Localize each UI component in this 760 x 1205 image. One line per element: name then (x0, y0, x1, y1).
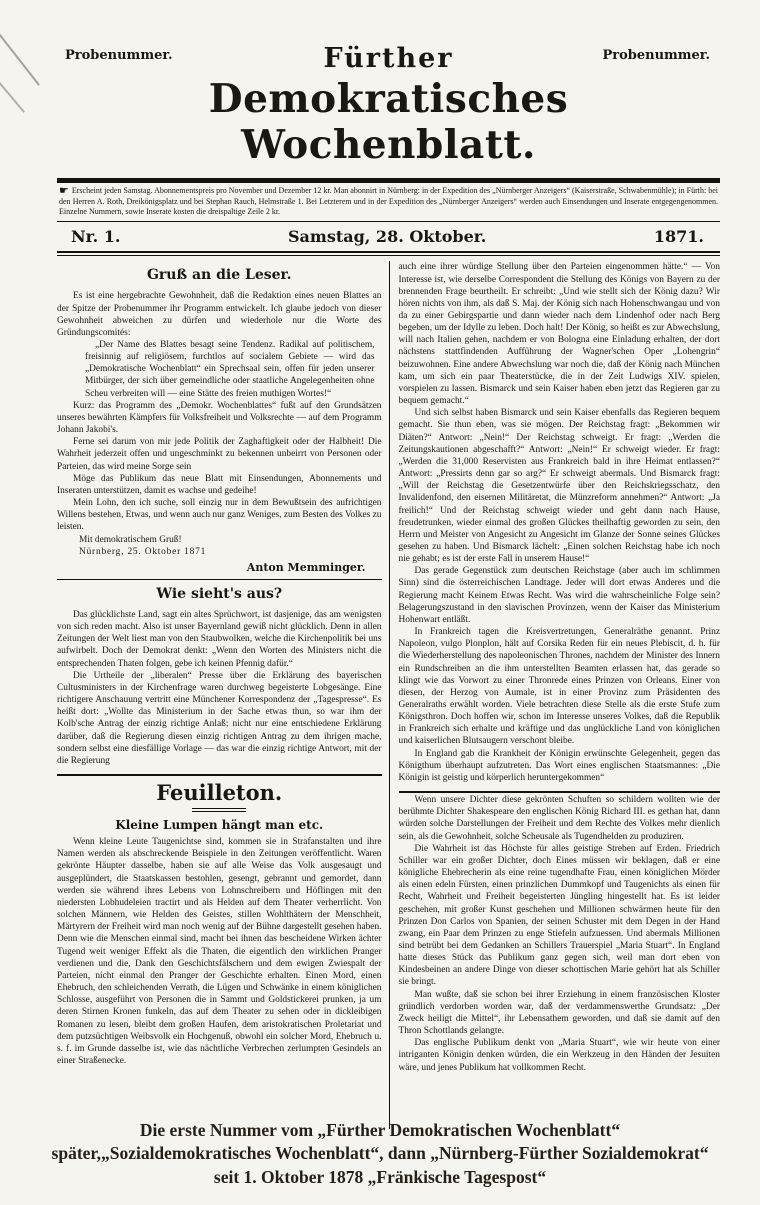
paragraph: In Frankreich tagen die Kreisvertretungen, Generalräthe genannt. Prinz Napoleon, vulgo Plonplon, hält auf Corsika Reden für ein neues Plebiscit, d. h. für die Wiederherstellung des napoleonischen Thrones, nachdem der Minister des Innern ein Rundschreiben an die ihm unterstellten Beamten erlassen hat, das gerade so klingt wie das Vorwort zu einer Thronrede eines Prinzen von Orleans. Einer von diesen, der Herzog von Aumale, ist in einer Provinz zum Präsidenten des Generalraths erwählt worden. Viele betrachten diese Stelle als die erste Stufe zum Königsthron. Doch hoffen wir, schon im Interesse unseres Volkes, daß die Republik in Frankreich sich erhalte und kräftige und das unglückliche Land von königlichen und kaiserlichen Blutsaugern verschont bleibe. (398, 627, 720, 747)
dateline (57, 222, 720, 251)
left-column (57, 261, 389, 1129)
feuilleton-section-rule (57, 774, 382, 776)
caption (0, 1119, 760, 1190)
closing-line: Mit demokratischem Gruß! (79, 534, 182, 545)
paragraph: auch eine ihrer würdige Stellung über den Parteien eingenommen hätte.“ — Von Interesse ist, wie derselbe Correspondent die Stellung des Königs von Bayern zu der brennenden Frage beurtheilt. Er schreibt: „Und wie stellt sich der König dazu? Wir hören nichts von ihm, als daß S. Maj. der König sich nach Hohenschwangau und von da zu einer Gebirgspartie und dann wieder nach dem Lindenhof oder nach Berg begeben, um der Idylle zu leben. Doch halt! Der König, so heißt es zur Abwechslung, will nach Italien gehen, nachdem er von Bologna eine Einladung erhalten, der dort nächstens stattfindenden Aufführung der Wagner'schen Oper „Lohengrin“ beizuwohnen. Eine andere Abwechslung war noch die, daß der König nach München kam, um sich ein paar Theaterstücke, die in der Zeit Ludwigs XIV. spielen, vorspielen zu lassen. Bismarck und sein Kaiser haben eben jetzt das Regieren gar zu bequem gemacht.“ (398, 262, 720, 407)
article-divider (57, 579, 382, 580)
article-title-wie-siehts: Wie sieht's aus? (156, 585, 283, 602)
caption-line-3: seit 1. Oktober 1878 „Fränkische Tagespost“ (213, 1166, 547, 1187)
issue-year: 1871. (653, 226, 704, 246)
paragraph: Das glücklichste Land, sagt ein altes Sprüchwort, ist dasjenige, das am wenigsten von sich reden macht. Also ist unser Bayernland gewiß nicht glücklich. Denn in allen Zeitungen der Welt liest man von den Staubwolken, welche die Kirchenpolitik bei uns aufwirbelt. Doch der Demokrat denkt: „Wenn den Worten des Ministers nicht die entsprechenden Thaten folgen, gebe ich keinen Pfennig dafür.“ (57, 609, 382, 669)
paragraph: In England gab die Krankheit der Königin erwünschte Gelegenheit, gegen das Königthum überhaupt aufzutreten. Das Wort eines englischen Staatsmannes: „Die Königin ist geistig und körperlich heruntergekommen“ (398, 748, 720, 783)
probenummer-right: Probenummer. (602, 48, 710, 63)
masthead-title-top: Fürther (323, 43, 454, 74)
caption-line-1: Die erste Nummer vom „Fürther Demokratischen Wochenblatt“ (139, 1119, 621, 1140)
manicule-icon: ☛ (59, 185, 69, 197)
column-area (57, 261, 720, 1129)
paragraph: Die Wahrheit ist das Höchste für alles geistige Streben auf Erden. Friedrich Schiller war ein großer Dichter, doch Eines müssen wir beklagen, daß er eine königliche Ehebrecherin als eine reine tugendhafte Frau, einen königlichen Mörder als einen edeln Fürsten, einen prinzlichen Dummkopf und Taugenichts als einen für Recht, Wahrheit und Freiheit begeisterten Jüngling hingestellt hat. Es ist leider geschehen, mit großer Kunst geschehen und Millionen schwärmen heute für den Prinzen Don Carlos von Spanien, der seinen Schuster mit dem Degen in der Hand zwang, ein Paar dem Prinzen zu enge Stiefeln aufzuessen. Und abermals Millionen sind betrübt bei dem Gedanken an Schillers Trauerspiel „Maria Stuart“. In England hatte dieses Stück das Publikum ganz gegen sich, weil man dort eben von Kindesbeinen an andere Dinge von dieser schottischen Marie gehört hat als Schiller sie bringt. (398, 843, 720, 988)
quote-paragraph: „Der Name des Blattes besagt seine Tendenz. Radikal auf politischem, freisinnig auf religiösem, furchtlos auf socialem Gebiete — wird das „Demokratische Wochenblatt“ ein Sprechsaal sein, offen für jeden unserer Mitbürger, der sich über gemeindliche oder staatliche Angelegenheiten ohne Scheu verbreiten will — eine Stätte des freien muthigen Wortes!“ (85, 340, 375, 399)
dateline-rule (57, 251, 720, 257)
issue-date: Samstag, 28. Oktober. (287, 226, 487, 246)
paragraph: Die Urtheile der „liberalen“ Presse über die Erklärung des bayerischen Cultusministers in der Kirchenfrage waren durchweg begeisterte Lobgesänge. Eine richtigere Anschauung vertritt eine Münchener Korrespondenz der „Tagespresse“. Es heißt dort: „Wollte das Ministerium in der Sache etwas thun, so war ihm der Kolb'sche Antrag der einzig richtige Anlaß; nicht nur eine entschiedene Erklärung darüber, daß die Regierung diesen einzig richtigen Antrag zu dem ihrigen mache, sondern selbst eine diesfällige Vorlage — das war die einzig richtige Antwort, mit der die Regierung (57, 670, 382, 766)
paragraph: Mein Lohn, den ich suche, soll einzig nur in dem Bewußtsein des aufrichtigen Willens bestehen, Etwas, und wenn auch nur ganz Weniges, zum Besten des Volkes zu leisten. (57, 498, 382, 533)
masthead-title-main: Demokratisches Wochenblatt. (208, 76, 569, 168)
imprint-block (57, 183, 720, 222)
article-title-gruss: Gruß an die Leser. (146, 267, 292, 284)
paragraph: Das englische Publikum denkt von „Maria Stuart“, wie wir heute von einer intriganten Königin denken würden, die ein Werkzeug in den Händen der Jesuiten wäre, und jenes Publikum hat vollkommen Recht. (398, 1038, 720, 1073)
paragraph: Möge das Publikum das neue Blatt mit Einsendungen, Abonnements und Inseraten unterstützen, damit es wachse und gedeihe! (57, 473, 382, 496)
paragraph: Und sich selbst haben Bismarck und sein Kaiser ebenfalls das Regieren bequem gemacht. Sie thun eben, was sie mögen. Der Reichstag fragt: „Bekommen wir Diäten?“ Antwort: „Nein!“ Der Reichstag schweigt. Er fragt: „Werden die Zeitungskautionen abgeschafft?“ Antwort: „Nein!“ Er schweigt wieder. Er fragt: „Werden die 31,000 Reservisten aus Frankreich bald in ihre Heimat entlassen?“ Antwort: „Pressirts denn gar so arg?“ Er schweigt abermals. Und Bismarck fragt: „Will der Reichstag die Gesetzentwürfe über den Reichskriegsschatz, den Invalidenfond, den eisernen Militäretat, die Münzreform annehmen?“ Antwort: „Ja freilich!“ Und der Reichstag schweigt wieder und geht dann nach Hause, freudetrunken, wieder einmal des großen Glückes theilhaftig geworden zu sein, den Herrn und Meister von Angesicht zu Angesicht im Glanze der Sonne seines Glückes gesehen zu haben. Und Bismarck lächelt: „Einen solchen Reichstag habe ich noch nie gehabt; es ist der erste Fall in unserem Hause!“ (398, 408, 720, 565)
paragraph: Es ist eine hergebrachte Gewohnheit, daß die Redaktion eines neuen Blattes an der Spitze der Probenummer ihr Programm entwickelt. Ich glaube jedoch von dieser Gewohnheit abweichen zu dürfen und wiederhole nur die Worte des Gründungscomités: (57, 291, 382, 338)
issue-number: Nr. 1. (71, 226, 121, 246)
paragraph: Das gerade Gegenstück zum deutschen Reichstage (aber auch im schlimmen Sinn) sind die österreichischen Landtage. Jeder will dort etwas Anderes und die Regierung macht Keinem Etwas Recht. Was wird die wahrscheinliche Folge sein? Belagerungszustand in den slavischen Provinzen, wenn der Kaiser das Ministerium Hohenwart entläßt. (398, 566, 720, 625)
place-date-line: Nürnberg, 25. Oktober 1871 (79, 546, 207, 557)
feuilleton-continuation-rule (399, 791, 721, 793)
paragraph: Ferne sei darum von mir jede Politik der Zaghaftigkeit oder der Halbheit! Die Wahrheit jederzeit offen und ungeschminkt zu bekennen unbeirrt von Personen oder Parteien, das wird meine Sorge sein (57, 437, 382, 472)
feuilleton-section-title: Feuilleton. (156, 780, 283, 805)
paragraph: Wenn kleine Leute Taugenichtse sind, kommen sie in Strafanstalten und ihre Namen werden als abschreckende Beispiele in den Zeitungen veröffentlicht. Waren gekrönte Häupter dasselbe, haben sie auf alle Weise das Volk ausgesaugt und ausgeplündert, die Staatskassen bestohlen, gesengt, gebrannt und gemordet, dann werden sie während ihres Lebens von Lohnschreibern und Höflingen mit den niedersten Lobhudeleien tractirt und als Helden auf dem Theater verherrlicht. Von solchen Männern, wie Helden des Geistes, stillen Wohlthätern der Menschheit, Märtyrern der Freiheit wird man noch wenig auf der Bühne dargestellt gesehen haben. Denn wie die Menschen einmal sind, macht bei ihnen das bescheidene Wirken ächter Tugend weit weniger Effekt als die Thaten, die eigentlich den wirklichen Pranger verdienen und die, Dank den Geschichtsfälschern und dem ewigen Zwiespalt der Parteien, nicht einmal den Pranger der Geschichte erhalten. Einen Mord, einen Ehebruch, den schleichenden Verrath, die Lügen und Schwänke in einem königlichen Schlosse, ausgeführt von Personen die in Sammt und Goldstickerei prunken, ja um deren Stirnen Kronen funkeln, das auf dem Theater zu sehen oder in dickleibigen Romanen zu lesen, bleibt dem großen Haufen, dem aristokratischen Proletariat und dem putzsüchtigen Weibsvolk ein Hochgenuß, obwohl ein solcher Mord, Ehebruch u. s. f. im Grunde dasselbe ist, wie das nächtliche Verbrechen zerlumpten Gesindels an einer Straßenecke. (57, 837, 382, 1066)
scan-artifact-line (0, 58, 25, 113)
caption-line-2: später,„Sozialdemokratisches Wochenblatt“, dann „Nürnberg-Fürther Sozialdemokrat“ (51, 1143, 709, 1163)
masthead (57, 0, 720, 256)
signature: Anton Memminger. (246, 560, 366, 574)
paragraph: Man wußte, daß sie schon bei ihrer Erziehung in einem französischen Kloster gründlich verdorben worden war, daß der verdammenswerthe Grundsatz: „Der Zweck heiligt die Mittel“, ihr Lebensathem geworden, und daß sie damit auf den Thron Schottlands gelangte. (398, 989, 720, 1037)
feuilleton-article-title: Kleine Lumpen hängt man etc. (115, 818, 324, 832)
right-column (389, 261, 721, 1129)
imprint-text: Erscheint jeden Samstag. Abonnementspreis pro November und Dezember 12 kr. Man abonnirt in Nürnberg: in der Expedition des „Nürnberger Anzeigers“ (Kaiserstraße, Schwabenmühle); in Fürth: bei den Herren A. Roth, Dreikönigsplatz und bei Stephan Rauch, Helmstraße 1. Bei Letzterem und in der Expedition des „Nürnberger Anzeigers“ werden auch Einsendungen und Inserate entgegengenommen. Einzelne Nummern, sowie Inserate kosten die dreispaltige Zeile 2 kr. (59, 186, 718, 217)
paragraph: Wenn unsere Dichter diese gekrönten Schuften so schildern wollten wie der berühmte Dichter Shakespeare den englischen König Richard III. es gethan hat, dann würden solche Darstellungen der Freiheit und dem Rechte des Volkes mehr dienlich sein, als die Gewohnheit, solche Scheusale als Tugendhelden zu produziren. (398, 795, 720, 842)
newspaper-page (57, 0, 720, 1129)
probenummer-left: Probenummer. (65, 48, 173, 63)
paragraph: Kurz: das Programm des „Demokr. Wochenblattes“ fußt auf den Grundsätzen unseres bewährten Kämpfers für Volksfreiheit und Volksrechte — auf dem Programm Johann Jakobi's. (57, 400, 382, 436)
scan-artifact-line (0, 0, 40, 86)
feuilleton-title-rule (192, 808, 246, 812)
